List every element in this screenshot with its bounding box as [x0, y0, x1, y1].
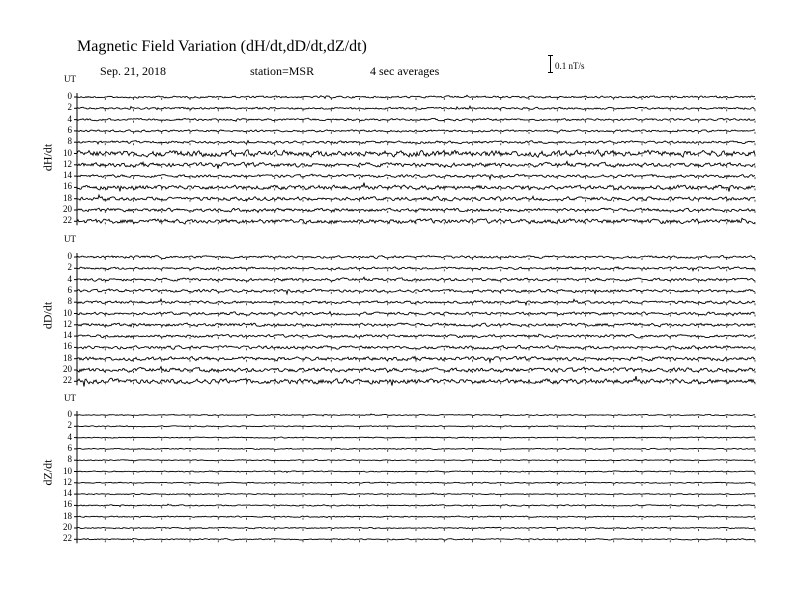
trace-z-6ut — [77, 448, 755, 449]
hour-label-d-14: 14 — [63, 330, 72, 341]
date-label: Sep. 21, 2018 — [100, 64, 166, 78]
hour-label-h-14: 14 — [63, 170, 72, 181]
hour-label-z-0: 0 — [67, 409, 72, 419]
hour-label-d-4: 4 — [67, 273, 72, 284]
hour-label-z-2: 2 — [67, 420, 72, 431]
hour-label-h-10: 10 — [63, 147, 72, 158]
hour-label-z-12: 12 — [63, 476, 72, 487]
hour-label-z-22: 22 — [63, 533, 72, 544]
hour-label-z-20: 20 — [63, 522, 72, 532]
hour-label-d-22: 22 — [63, 375, 72, 386]
scale-label: 0.1 nT/s — [555, 61, 585, 71]
trace-z-0ut — [77, 414, 755, 416]
hour-label-d-2: 2 — [67, 262, 72, 273]
averaging-label: 4 sec averages — [370, 64, 440, 78]
station-label: station=MSR — [250, 64, 315, 78]
panel-d-ut-label: UT — [64, 234, 76, 244]
hour-label-h-22: 22 — [63, 215, 72, 226]
panel-z-ylabel: dZ/dt — [40, 459, 55, 486]
trace-d-22ut — [77, 376, 755, 386]
hour-label-d-20: 20 — [63, 364, 72, 374]
trace-z-8ut — [77, 460, 755, 461]
trace-z-4ut — [77, 437, 755, 438]
trace-z-20ut — [77, 527, 755, 528]
hour-label-z-4: 4 — [67, 431, 72, 442]
panel-h-ut-label: UT — [64, 74, 76, 84]
trace-z-14ut — [77, 493, 755, 495]
hour-label-z-16: 16 — [63, 499, 72, 510]
hour-label-z-18: 18 — [63, 510, 72, 521]
trace-h-0ut — [77, 95, 755, 98]
hour-label-z-10: 10 — [63, 465, 72, 476]
hour-label-d-10: 10 — [63, 307, 72, 318]
hour-label-d-12: 12 — [63, 318, 72, 329]
trace-z-18ut — [77, 516, 755, 518]
hour-label-h-16: 16 — [63, 181, 72, 192]
chart-title: Magnetic Field Variation (dH/dt,dD/dt,dZ/dt) — [77, 38, 367, 55]
trace-z-22ut — [77, 538, 755, 540]
panel-h-ylabel: dH/dt — [40, 143, 55, 172]
hour-label-h-4: 4 — [67, 113, 72, 124]
trace-h-6ut — [77, 130, 755, 132]
hour-label-z-6: 6 — [67, 442, 72, 453]
hour-label-h-6: 6 — [67, 124, 72, 135]
trace-z-10ut — [77, 471, 755, 473]
trace-z-12ut — [77, 482, 755, 484]
panel-d-ylabel: dD/dt — [40, 301, 55, 330]
hour-label-h-8: 8 — [67, 136, 72, 147]
hour-label-h-2: 2 — [67, 102, 72, 113]
hour-label-h-0: 0 — [67, 91, 72, 101]
hour-label-h-20: 20 — [63, 204, 72, 214]
trace-z-16ut — [77, 504, 755, 506]
hour-label-h-12: 12 — [63, 158, 72, 169]
hour-label-d-6: 6 — [67, 284, 72, 295]
hour-label-z-14: 14 — [63, 488, 72, 499]
panel-z-ut-label: UT — [64, 393, 76, 403]
trace-z-2ut — [77, 426, 755, 427]
hour-label-d-0: 0 — [67, 251, 72, 261]
hour-label-d-16: 16 — [63, 341, 72, 352]
hour-label-h-18: 18 — [63, 192, 72, 203]
trace-h-2ut — [77, 106, 755, 109]
hour-label-d-18: 18 — [63, 352, 72, 363]
hour-label-z-8: 8 — [67, 454, 72, 465]
hour-label-d-8: 8 — [67, 296, 72, 307]
